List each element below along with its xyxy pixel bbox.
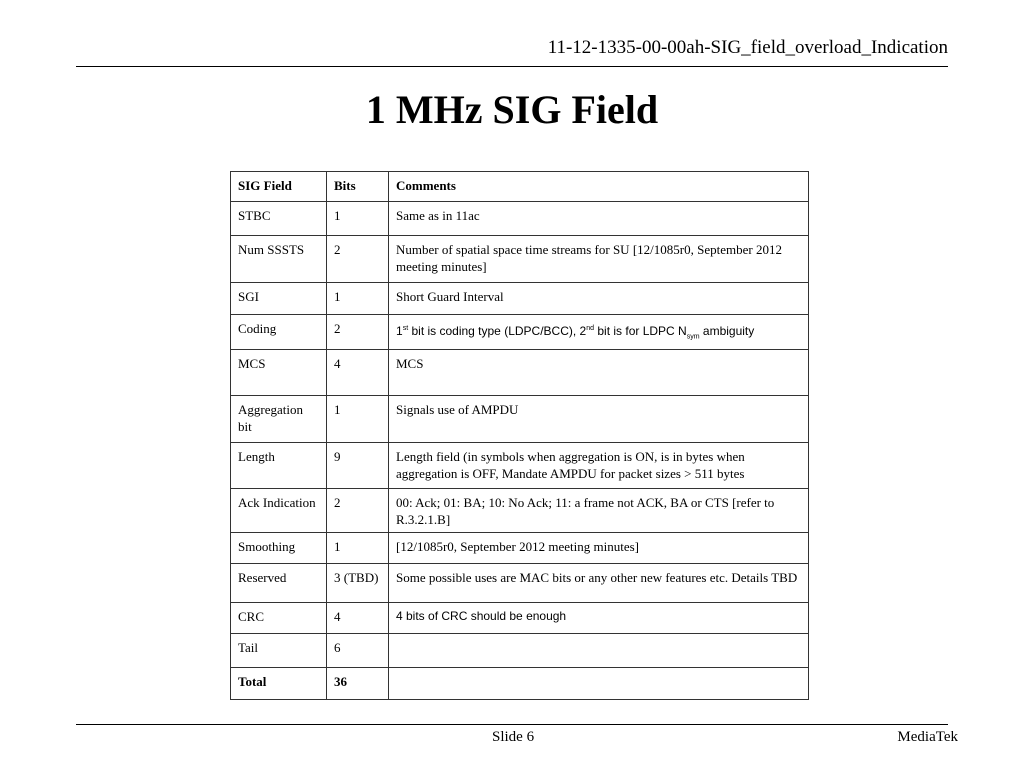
field-cell: SGI [231, 283, 327, 315]
slide-number: Slide 6 [492, 729, 535, 745]
table-row [231, 634, 809, 668]
comment-cell: Same as in 11ac [389, 202, 809, 236]
comment-cell [389, 634, 809, 668]
column-header: Bits [327, 172, 389, 202]
comment-text: bit is for LDPC N [594, 324, 687, 338]
comment-text: bit is coding type (LDPC/BCC), 2 [408, 324, 587, 338]
bits-cell: 2 [327, 236, 389, 283]
table-header-row [231, 172, 809, 202]
bits-cell: 4 [327, 350, 389, 396]
table-row [231, 443, 809, 489]
table-row [231, 315, 809, 350]
bits-cell: 2 [327, 315, 389, 350]
bits-cell: 3 (TBD) [327, 564, 389, 603]
table-row [231, 283, 809, 315]
table-row [231, 533, 809, 564]
symbol-subscript: sym [686, 333, 700, 341]
comment-cell: Length field (in symbols when aggregation is ON, is in bytes when aggregation is OFF, Mandate AMPDU for packet sizes > 511 bytes [389, 443, 809, 489]
field-cell: Num SSSTS [231, 236, 327, 283]
table-row [231, 489, 809, 533]
bits-cell: 4 [327, 603, 389, 634]
column-header: SIG Field [231, 172, 327, 202]
field-cell: MCS [231, 350, 327, 396]
field-cell: Coding [231, 315, 327, 350]
field-cell: Reserved [231, 564, 327, 603]
comment-cell: [12/1085r0, September 2012 meeting minutes] [389, 533, 809, 564]
table-row [231, 564, 809, 603]
ordinal-superscript: nd [586, 325, 595, 332]
field-cell: STBC [231, 202, 327, 236]
header-divider [76, 66, 948, 67]
company-name: MediaTek [897, 729, 958, 745]
comment-cell: 00: Ack; 01: BA; 10: No Ack; 11: a frame not ACK, BA or CTS [refer to R.3.2.1.B] [389, 489, 809, 533]
footer-divider [76, 724, 948, 725]
bits-cell: 6 [327, 634, 389, 668]
comment-cell: Some possible uses are MAC bits or any other new features etc. Details TBD [389, 564, 809, 603]
table-row [231, 603, 809, 634]
document-id: 11-12-1335-00-00ah-SIG_field_overload_Indication [547, 37, 948, 58]
sig-field-table [230, 171, 809, 700]
comment-cell: Number of spatial space time streams for SU [12/1085r0, September 2012 meeting minutes] [389, 236, 809, 283]
comment-cell: MCS [389, 350, 809, 396]
table-row [231, 236, 809, 283]
field-cell: Smoothing [231, 533, 327, 564]
table-row [231, 396, 809, 443]
bits-cell: 1 [327, 396, 389, 443]
total-row [231, 668, 809, 700]
total-label: Total [231, 668, 327, 700]
field-cell: Tail [231, 634, 327, 668]
bits-cell: 1 [327, 533, 389, 564]
table-row [231, 350, 809, 396]
total-comment [389, 668, 809, 700]
comment-cell: 4 bits of CRC should be enough [389, 603, 809, 634]
bits-cell: 2 [327, 489, 389, 533]
table-row [231, 202, 809, 236]
field-cell: Length [231, 443, 327, 489]
column-header: Comments [389, 172, 809, 202]
slide-title: 1 MHz SIG Field [365, 87, 659, 132]
bits-cell: 9 [327, 443, 389, 489]
ordinal-superscript: st [402, 325, 409, 332]
field-cell: CRC [231, 603, 327, 634]
total-bits: 36 [327, 668, 389, 700]
field-cell: Ack Indication [231, 489, 327, 533]
field-cell: Aggregation bit [231, 396, 327, 443]
comment-text: 1 [396, 324, 403, 338]
comment-cell: Short Guard Interval [389, 283, 809, 315]
comment-cell: Signals use of AMPDU [389, 396, 809, 443]
comment-text: ambiguity [699, 324, 755, 338]
comment-cell [389, 315, 809, 350]
bits-cell: 1 [327, 202, 389, 236]
bits-cell: 1 [327, 283, 389, 315]
